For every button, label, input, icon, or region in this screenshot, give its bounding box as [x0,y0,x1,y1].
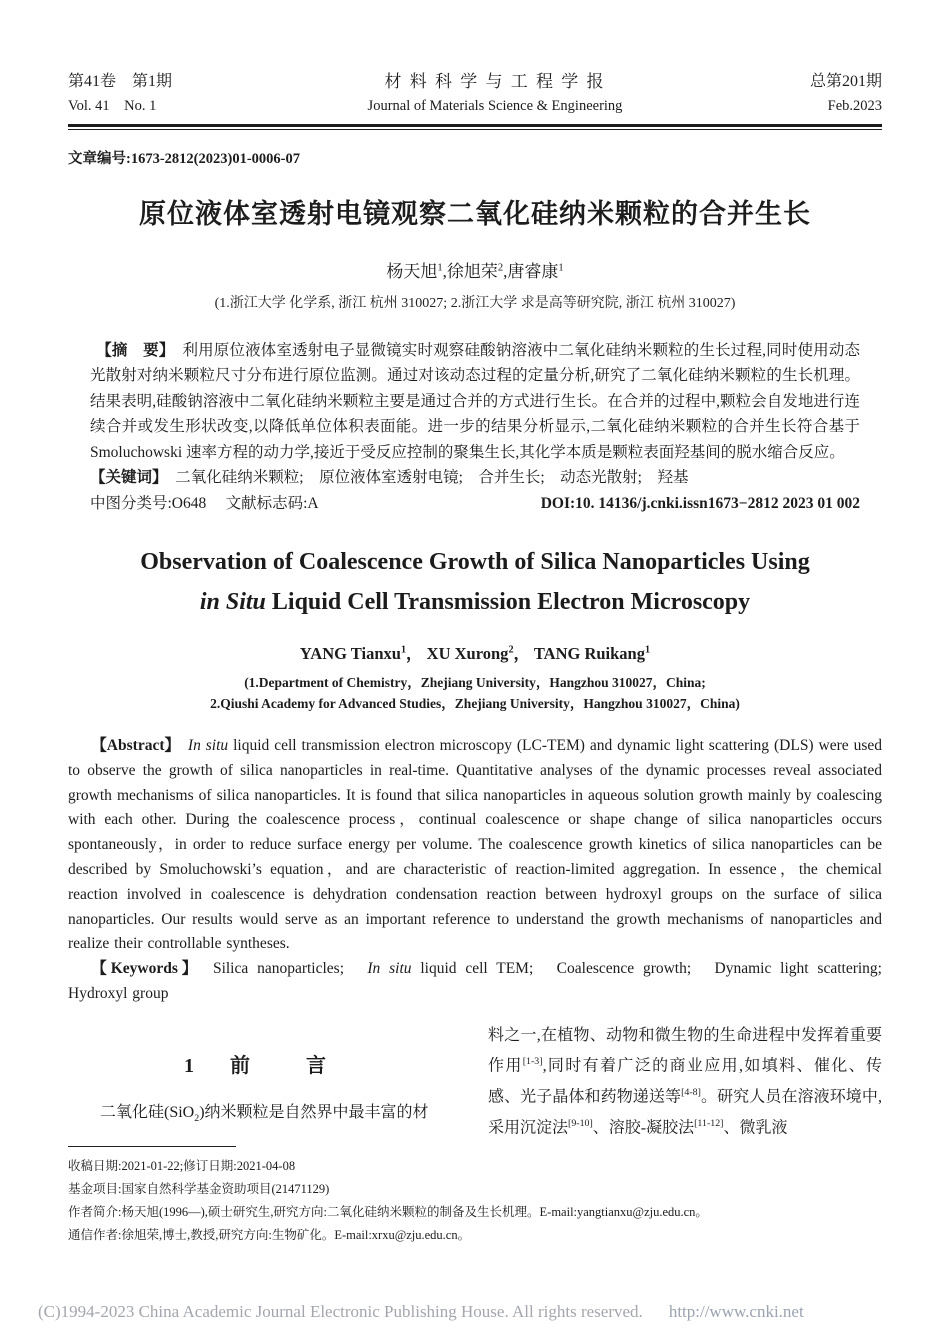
keywords-cn: 【关键词】 二氧化硅纳米颗粒; 原位液体室透射电镜; 合并生长; 动态光散射; 羟基 [90,469,689,486]
header-volume-block [68,70,238,118]
doi: DOI:10. 14136/j.cnki.issn1673−2812 2023 01 002 [540,494,860,512]
title-en-line2: in Situ Liquid Cell Transmission Electron Microscopy [199,589,751,615]
body-columns [68,1023,882,1148]
clc-doi-row [90,491,860,517]
abstract-cn: 【摘 要】 利用原位液体室透射电子显微镜实时观察硅酸钠溶液中二氧化硅纳米颗粒的生长过程,同时使用动态光散射对纳米颗粒尺寸分布进行原位监测。通过对该动态过程的定量分析,研究了二氧化硅纳米颗粒的生长机理。结果表明,硅酸钠溶液中二氧化硅纳米颗粒主要是通过合并的方式进行生长。在合并的过程中,颗粒会自发地进行连续合并或发生形状改变,以降低单位体积表面能。进一步的结果分析显示,二氧化硅纳米颗粒的合并生长符合基于 Smoluchowski 速率方程的动力学,接近于受反应控制的聚集生长,其化学本质是颗粒表面羟基间的脱水缩合反应。 [90,341,860,461]
abstract-en: 【Abstract】 In situ liquid cell transmission electron microscopy (LC-TEM) and dynamic light scattering (DLS) were used to observe the growth of silica nanoparticles in real-time. Quantitative analyses of the dynamic processes reveal associated growth mechanisms of silica nanoparticles. It is found that silica nanoparticles in aqueous solution growth mainly by coalescing with each other. During the coalescence process，continual coalescence or shape change of silica nanoparticles occurs spontaneously，in order to reduce surface energy per volume. The coalescence growth kinetics of silica nanoparticles can be described by Smoluchowski’s equation，and are characteristic of reaction-limited aggregation. In essence，the chemical reaction involved in coalescence is dehydration condensation reaction between hydroxyl groups on the surface of silica nanoparticles. Our results would serve as an important reference to understand the growth mechanisms of nanoparticles and realize their controllable syntheses. [68,737,882,953]
total-issue-cn: 总第201期 [809,73,882,90]
footnote-divider [68,1146,236,1147]
volume-issue-en: Vol. 41 No. 1 [68,98,157,114]
right-column [488,1023,882,1148]
affiliation-en [68,672,882,714]
affiliation-cn: (1.浙江大学 化学系, 浙江 杭州 310027; 2.浙江大学 求是高等研究院, 浙江 杭州 310027) [214,295,736,311]
footnotes-block [68,1155,882,1247]
header-journal-block [238,70,752,118]
copyright-text: (C)1994-2023 China Academic Journal Electronic Publishing House. All rights reserved. [38,1302,643,1321]
footnote-author-bio: 作者简介:杨天旭(1996—),硕士研究生,研究方向:二氧化硅纳米颗粒的制备及生长机理。E-mail:yangtianxu@zju.edu.cn。 [68,1205,708,1220]
cnki-url: http://www.cnki.net [668,1302,804,1321]
affiliation-en-line1: (1.Department of Chemistry，Zhejiang University，Hangzhou 310027，China; [244,675,706,690]
title-cn: 原位液体室透射电镜观察二氧化硅纳米颗粒的合并生长 [139,198,811,229]
footnote-received-date: 收稿日期:2021-01-22;修订日期:2021-04-08 [68,1159,296,1174]
header-issue-block [752,70,882,118]
authors-en: YANG Tianxu$^1$， XU Xurong$^2$， TANG Ruikang$^1$ [299,644,651,663]
keywords-en: 【Keywords】 Silica nanoparticles; In situ liquid cell TEM; Coalescence growth; Dynamic light scattering; Hydroxyl group [68,960,898,1002]
journal-title-cn: 材 料 科 学 与 工 程 学 报 [384,72,606,91]
issue-date-en: Feb.2023 [827,98,882,114]
section-1-title: 前 言 [230,1054,344,1077]
volume-issue-cn: 第41卷 第1期 [68,73,173,90]
title-en [68,542,882,622]
clc-number: 中图分类号:O648 文献标志码:A [90,494,319,512]
section-1-number: 1 [184,1054,194,1077]
left-column [68,1023,460,1148]
intro-paragraph-left: 二氧化硅(SiO$_2$)纳米颗粒是自然界中最丰富的材 [100,1103,429,1124]
article-number: 文章编号:1673-2812(2023)01-0006-07 [68,150,300,167]
section-1-heading [68,1049,460,1078]
header-rule-thick [68,124,882,127]
title-en-line1: Observation of Coalescence Growth of Silica Nanoparticles Using [140,549,810,575]
affiliation-en-line2: 2.Qiushi Academy for Advanced Studies，Zhejiang University，Hangzhou 310027，China) [210,696,740,711]
journal-header [68,70,882,118]
header-rule-thin [68,129,882,130]
journal-title-en: Journal of Materials Science & Engineering [367,98,623,114]
intro-paragraph-right: 料之一,在植物、动物和微生物的生命进程中发挥着重要作用[1-3],同时有着广泛的商业应用,如填料、催化、传感、光子晶体和药物递送等[4-8]。研究人员在溶液环境中,采用沉淀法[9-10]、溶胶-凝胶法[11-12]、微乳液 [488,1026,882,1137]
cnki-copyright-footer [38,1302,918,1322]
footnote-corresponding-author: 通信作者:徐旭荣,博士,教授,研究方向:生物矿化。E-mail:xrxu@zju.edu.cn。 [68,1228,471,1243]
authors-cn: 杨天旭$^1$,徐旭荣$^2$,唐睿康$^1$ [386,261,564,281]
footnote-funding: 基金项目:国家自然科学基金资助项目(21471129) [68,1182,330,1197]
